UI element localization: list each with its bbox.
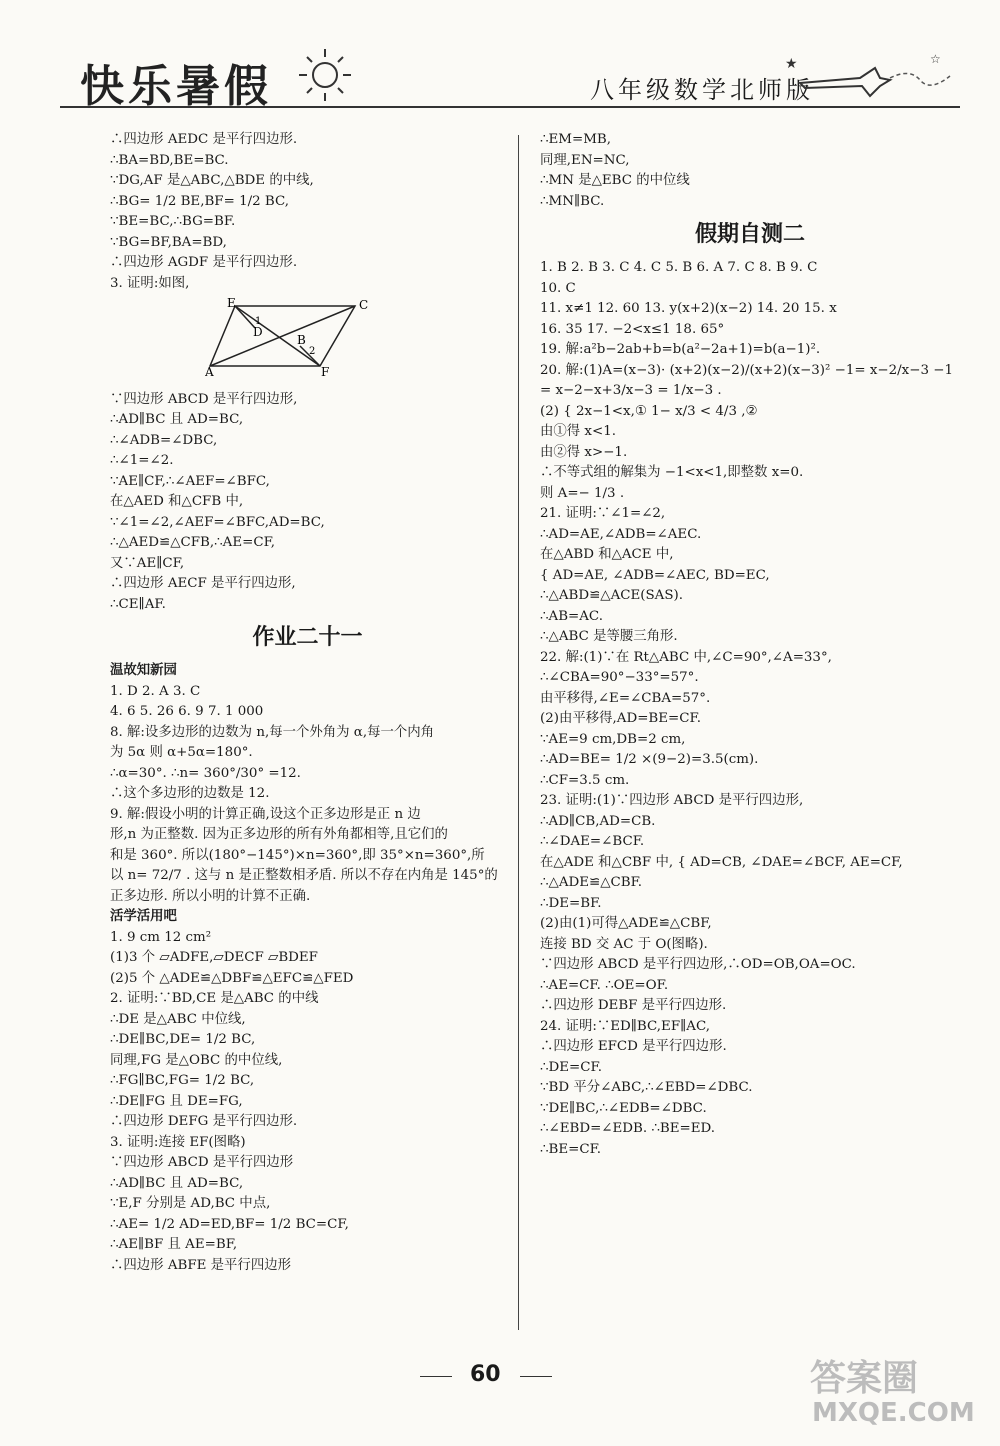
text-line: 21. 证明:∵∠1=∠2, (540, 506, 666, 521)
text-line: 同理,FG 是△OBC 的中位线, (110, 1052, 283, 1068)
text-line: ∵四边形 ABCD 是平行四边形, (110, 391, 298, 407)
text-line: 10. C (540, 280, 576, 296)
page-header (60, 30, 960, 130)
text-line: (2) { 2x−1<x,① 1− x/3 < 4/3 ,② (540, 403, 758, 419)
text-line: ∵四边形 ABCD 是平行四边形,∴OD=OB,OA=OC. (540, 957, 856, 972)
text-line: { AD=AE, ∠ADB=∠AEC, BD=EC, (540, 567, 770, 583)
text-line: ∴AE=CF. ∴OE=OF. (540, 977, 669, 993)
text-line: ∴DE 是△ABC 中位线, (110, 1011, 246, 1027)
text-line: ∴DE=BF. (540, 895, 602, 911)
text-line: ∴∠ADB=∠DBC, (110, 432, 218, 448)
text-line: 1. 9 cm 12 cm² (110, 929, 212, 945)
text-line: ∵DE∥BC,∴∠EDB=∠DBC. (540, 1100, 707, 1116)
text-line: 在△AED 和△CFB 中, (110, 494, 244, 509)
text-line: 1. D 2. A 3. C (110, 683, 201, 699)
text-line: ∴不等式组的解集为 −1<x<1,即整数 x=0. (540, 465, 804, 480)
text-line: ∴这个多边形的边数是 12. (110, 786, 270, 801)
text-line: ∵AE∥CF,∴∠AEF=∠BFC, (110, 473, 270, 489)
text-line: 正多边形. 所以小明的计算不正确. (110, 888, 311, 904)
text-line: 16. 35 17. −2<x≤1 18. 65° (540, 321, 725, 337)
text-line: ∴DE=CF. (540, 1059, 602, 1075)
text-line: 形,n 为正整数. 因为正多边形的所有外角都相等,且它们的 (110, 827, 448, 842)
text-line: 3. 证明:如图, (110, 275, 190, 291)
text-line: ∴四边形 EFCD 是平行四边形. (540, 1039, 727, 1054)
text-line: ∴四边形 AECF 是平行四边形, (110, 576, 296, 591)
column-divider (518, 135, 519, 1330)
text-line: 9. 解:假设小明的计算正确,设这个正多边形是正 n 边 (110, 806, 421, 822)
text-line: 在△ADE 和△CBF 中, { AD=CB, ∠DAE=∠BCF, AE=CF, (540, 854, 903, 870)
text-line: (1)3 个 ▱ADFE,▱DECF ▱BDEF (110, 950, 318, 965)
text-line: ∴四边形 AGDF 是平行四边形. (110, 255, 298, 270)
text-line: ∴AD∥BC 且 AD=BC, (110, 412, 244, 427)
svg-text:☆: ☆ (930, 52, 941, 66)
text-line: ∴AE= 1/2 AD=ED,BF= 1/2 BC=CF, (110, 1216, 349, 1232)
airplane-icon (780, 48, 960, 108)
text-line: ∴BE=CF. (540, 1141, 602, 1157)
text-line: ∴EM=MB, (540, 132, 612, 147)
svg-text:★: ★ (785, 56, 798, 72)
text-line: = x−2−x+3/x−3 = 1/x−3 . (540, 383, 722, 398)
text-line: ∴BG= 1/2 BE,BF= 1/2 BC, (110, 193, 289, 209)
text-line: 同理,EN=NC, (540, 152, 630, 168)
watermark-url: MXQE.COM (812, 1398, 975, 1428)
text-line: 4. 6 5. 26 6. 9 7. 1 000 (110, 704, 264, 719)
text-line: ∴△AED≌△CFB,∴AE=CF, (110, 535, 276, 550)
text-line: 19. 解:a²b−2ab+b=b(a²−2a+1)=b(a−1)². (540, 342, 821, 357)
text-line: ∵BG=BF,BA=BD, (110, 234, 227, 250)
text-line: (2)5 个 △ADE≌△DBF≌△EFC≌△FED (110, 970, 354, 986)
text-line: ∴MN∥BC. (540, 193, 605, 209)
text-line: 由②得 x>−1. (540, 444, 628, 460)
label-a: A (205, 365, 214, 378)
page-number: 60 (470, 1362, 501, 1387)
text-line: ∴四边形 AEDC 是平行四边形. (110, 132, 298, 147)
text-line: ∴DE∥BC,DE= 1/2 BC, (110, 1032, 256, 1047)
text-line: 23. 证明:(1)∵四边形 ABCD 是平行四边形, (540, 793, 804, 808)
section-title: 假期自测二 (694, 222, 805, 247)
text-line: ∴△ABD≌△ACE(SAS). (540, 588, 683, 603)
text-line: ∴△ABC 是等腰三角形. (540, 629, 678, 644)
text-line: 11. x≠1 12. 60 13. y(x+2)(x−2) 14. 20 15. x (540, 301, 837, 316)
text-line: ∵E,F 分别是 AD,BC 中点, (110, 1196, 271, 1211)
parallelogram-figure (205, 298, 385, 378)
text-line: ∴AD=BE= 1/2 ×(9−2)=3.5(cm). (540, 752, 759, 767)
label-f: F (321, 365, 330, 378)
text-line: ∴CE∥AF. (110, 596, 166, 612)
text-line: 1. B 2. B 3. C 4. C 5. B 6. A 7. C 8. B 9. C (540, 260, 818, 275)
text-line: ∴AB=AC. (540, 608, 603, 624)
text-line: ∵∠1=∠2,∠AEF=∠BFC,AD=BC, (110, 514, 325, 530)
text-line: ∴AD∥BC 且 AD=BC, (110, 1175, 244, 1191)
text-line: 为 5α 则 α+5α=180°. (110, 745, 253, 760)
page-number-dash-left (420, 1376, 452, 1377)
page-number-dash-right (520, 1376, 552, 1377)
section-title: 作业二十一 (252, 625, 363, 650)
text-line: ∴∠1=∠2. (110, 453, 174, 468)
text-line: ∴AD=AE,∠ADB=∠AEC. (540, 526, 702, 542)
header-rule (60, 106, 960, 108)
text-line: ∵BD 平分∠ABC,∴∠EBD=∠DBC. (540, 1080, 753, 1095)
text-line: ∴CF=3.5 cm. (540, 772, 630, 788)
text-line: ∴AE∥BF 且 AE=BF, (110, 1237, 238, 1252)
edition-label: 八年级数学北师版 (590, 76, 814, 104)
text-line: 以 n= 72/7 . 这与 n 是正整数相矛盾. 所以不存在内角是 145°的 (110, 868, 498, 883)
text-line: ∴∠CBA=90°−33°=57°. (540, 670, 699, 685)
text-line: 2. 证明:∵BD,CE 是△ABC 的中线 (110, 991, 319, 1006)
text-line: ∴AD∥CB,AD=CB. (540, 813, 656, 829)
text-line: 由①得 x<1. (540, 424, 616, 439)
text-line: 24. 证明:∵ED∥BC,EF∥AC, (540, 1018, 710, 1034)
subsection-title: 活学活用吧 (110, 909, 177, 924)
text-line: 则 A=− 1/3 . (540, 485, 625, 501)
text-line: ∴四边形 ABFE 是平行四边形 (110, 1257, 291, 1273)
text-line: 在△ABD 和△ACE 中, (540, 547, 674, 562)
text-line: ∵四边形 ABCD 是平行四边形 (110, 1155, 294, 1170)
text-line: 又∵AE∥CF, (110, 555, 185, 571)
book-banner: 快乐暑假 (80, 61, 272, 112)
text-line: ∴∠DAE=∠BCF. (540, 834, 645, 849)
text-line: 3. 证明:连接 EF(图略) (110, 1134, 246, 1150)
text-line: 由平移得,∠E=∠CBA=57°. (540, 690, 711, 706)
text-line: ∴FG∥BC,FG= 1/2 BC, (110, 1073, 255, 1088)
text-line: ∵BE=BC,∴BG=BF. (110, 214, 236, 229)
text-line: ∵DG,AF 是△ABC,△BDE 的中线, (110, 173, 314, 188)
text-line: ∴∠EBD=∠EDB. ∴BE=ED. (540, 1121, 716, 1136)
text-line: ∴△ADE≌△CBF. (540, 875, 643, 890)
text-line: (2)由平移得,AD=BE=CF. (540, 711, 701, 726)
label-c: C (359, 298, 369, 312)
text-line: ∴DE∥FG 且 DE=FG, (110, 1093, 243, 1109)
text-line: ∵AE=9 cm,DB=2 cm, (540, 731, 686, 747)
text-line: 和是 360°. 所以(180°−145°)×n=360°,即 35°×n=360°,所 (110, 847, 485, 863)
label-b: B (297, 333, 306, 347)
text-line: 22. 解:(1)∵在 Rt△ABC 中,∠C=90°,∠A=33°, (540, 649, 832, 665)
text-line: 连接 BD 交 AC 于 O(图略). (540, 936, 708, 952)
label-d: D (253, 325, 263, 339)
subsection-title: 温故知新园 (110, 663, 177, 678)
text-line: ∴四边形 DEFG 是平行四边形. (110, 1114, 298, 1129)
text-line: 20. 解:(1)A=(x−3)· (x+2)(x−2)/(x+2)(x−3)² −1= x−2/x−3 −1 (540, 362, 953, 378)
text-line: ∴MN 是△EBC 的中位线 (540, 173, 690, 188)
label-angle-1: 1 (255, 316, 262, 327)
sun-icon (295, 45, 355, 105)
text-line: ∴四边形 DEBF 是平行四边形. (540, 998, 727, 1013)
text-line: ∴α=30°. ∴n= 360°/30° =12. (110, 765, 301, 781)
label-angle-2: 2 (309, 346, 316, 357)
label-e: E (227, 298, 236, 310)
text-line: ∴BA=BD,BE=BC. (110, 152, 229, 168)
text-line: (2)由(1)可得△ADE≌△CBF, (540, 916, 712, 931)
left-column (110, 130, 505, 1276)
text-line: 8. 解:设多边形的边数为 n,每一个外角为 α,每一个内角 (110, 724, 435, 740)
watermark-logo: 答案圈 (810, 1358, 919, 1399)
right-column (540, 130, 960, 1160)
